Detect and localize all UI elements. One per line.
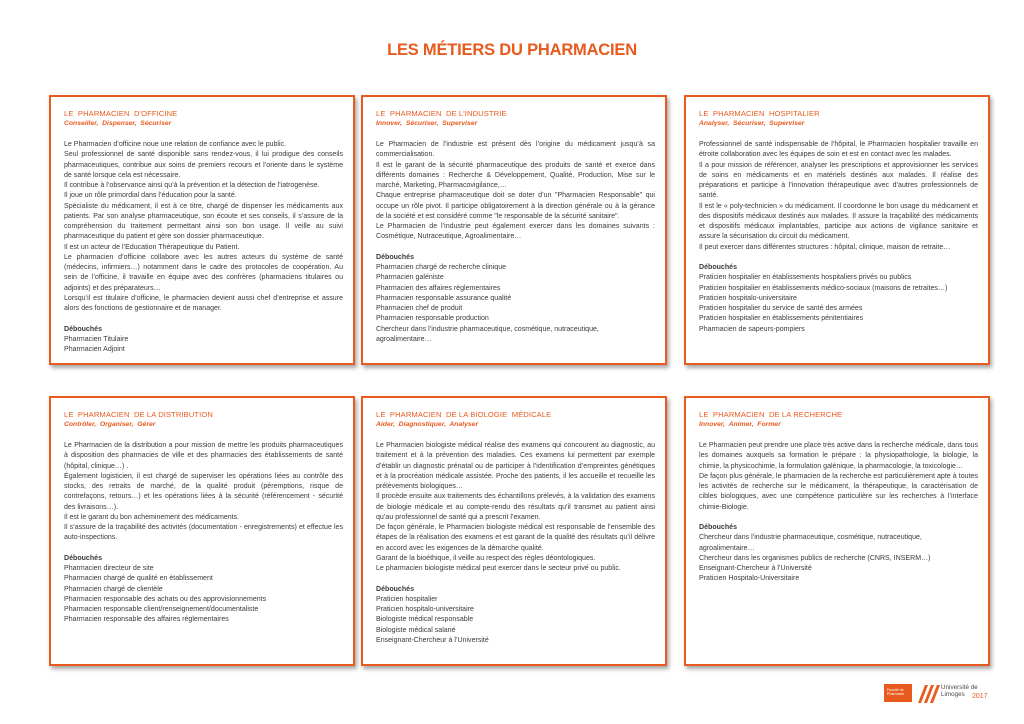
description-line: Chaque entreprise pharmaceutique doit se doter d’un "Pharmacien Responsable" qui occupe un rôle pivot. Il participe obligatoirement à la direction générale ou à la gérance de la société et est considéré comme "le responsable de la sécurité sanitaire". (376, 192, 655, 220)
description-line: Lorsqu’il est titulaire d’officine, le pharmacien devient aussi chef d’entreprise et assure alors des fonctions de gestionnaire et de manager. (64, 294, 343, 312)
description-line: Également logisticien, il est chargé de superviser les opérations liées au contrôle des stocks, des retraits de marché, de la qualité produit (péremptions, risque de contrefaçons, retours…) et les opérations liées à la sécurité (référencement - sécurité des livraisons…). (64, 472, 343, 511)
university-mark-icon (915, 683, 941, 705)
debouche-item: Pharmacien responsable production (376, 315, 489, 323)
debouche-item: Chercheur dans l’industrie pharmaceutique, cosmétique, nutraceutique, agroalimentaire… (699, 534, 922, 552)
debouche-item: Pharmacien galéniste (376, 274, 444, 282)
card-subtitle: Aider, Diagnostiquer, Analyser (376, 421, 479, 428)
debouche-item: Praticien hospitalier en établissements médico-sociaux (maisons de retraites…) (699, 284, 948, 292)
debouche-item: Enseignant-Chercheur à l’Université (699, 565, 812, 572)
description-line: Il peut exercer dans différentes structures : hôpital, clinique, maison de retraite… (699, 243, 951, 251)
debouche-item: Praticien hospitalo-universitaire (699, 294, 797, 302)
debouches-heading: Débouchés (699, 264, 737, 271)
debouche-item: Pharmacien responsable des achats ou des approvisionnements (64, 595, 267, 603)
card-subtitle: Analyser, Sécuriser, Superviser (699, 120, 805, 127)
card-description (699, 441, 978, 513)
debouches-list (64, 564, 343, 626)
description-line: Il procède ensuite aux traitements des échantillons prélevés, à la validation des examens de biologie médicale et au compte-rendu des résultats qu’il transmet au patient ainsi qu’au professionnel de santé qui a prescrit l’examen. (376, 493, 655, 521)
debouche-item: Praticien hospitalo-universitaire (376, 606, 474, 613)
debouche-item: Biologiste médical salarié (376, 626, 456, 634)
debouche-item: Pharmacien responsable des affaires réglementaires (64, 616, 229, 624)
description-line: Il est le garant du bon acheminement des médicaments. (64, 513, 240, 521)
description-line: Le Pharmacien de l’industrie peut également exercer dans les domaines suivants : Cosmétique, Nutraceutique, Agroalimentaire… (376, 223, 655, 241)
card-title: LE PHARMACIEN DE LA BIOLOGIE MÉDICALE (376, 410, 552, 419)
description-line: Le Pharmacien peut prendre une place très active dans la recherche médicale, dans tous les domaines auxquels sa formation le prépare : la physiopathologie, la biologie, la chimie, la physicochimie, la formulation galénique, la pharmacologie, la toxicologie… (699, 442, 978, 470)
card-pharmacien-distribution (49, 396, 355, 666)
card-description (376, 140, 655, 243)
page-title: LES MÉTIERS DU PHARMACIEN (387, 41, 637, 59)
card-pharmacien-biologie (361, 396, 667, 666)
card-subtitle: Conseiller, Dispenser, Sécuriser (64, 120, 172, 127)
debouches-list (376, 595, 655, 646)
debouche-item: Pharmacien de sapeurs-pompiers (699, 325, 805, 333)
debouches-heading: Débouchés (376, 585, 414, 593)
description-line: Garant de la bioéthique, il veille au respect des règles déontologiques. (376, 554, 596, 562)
debouches-heading: Débouchés (699, 524, 737, 531)
year-label: 2017 (972, 693, 988, 700)
debouches-heading: Débouchés (64, 325, 102, 333)
description-line: Le Pharmacien d’officine noue une relation de confiance avec le public. (64, 141, 286, 148)
card-title: LE PHARMACIEN DE L'INDUSTRIE (376, 109, 507, 118)
description-line: Il a pour mission de référencer, analyser les prescriptions et approvisionner les services de soins en médicaments et en matériels destinés aux malades. Il réalise des préparations et participe à l’innovation thérapeutique avec d’autres professionnels de santé. (699, 161, 978, 200)
description-line: Le pharmacien biologiste médical peut exercer dans le secteur privé ou public. (376, 565, 621, 572)
debouche-item: Chercheur dans l’industrie pharmaceutique, cosmétique, nutraceutique, agroalimentaire… (376, 325, 599, 343)
description-line: De façon plus générale, le pharmacien de la recherche est particulièrement apte à toutes les activités de recherche sur le médicament, la thérapeutique, la caractérisation de cibles biologiques, avec une compétence particulière sur les recherches à l’interface chimie-Biologie. (699, 472, 978, 511)
debouche-item: Pharmacien chargé de clientèle (64, 585, 163, 593)
card-subtitle: Innover, Sécuriser, Superviser (376, 120, 478, 127)
card-pharmacien-hospitalier (684, 95, 990, 365)
debouche-item: Pharmacien directeur de site (64, 565, 154, 572)
card-title: LE PHARMACIEN DE LA DISTRIBUTION (64, 410, 213, 419)
card-pharmacien-officine (49, 95, 355, 365)
faculty-logo: Faculté de Pharmacie (884, 684, 912, 702)
debouches-heading: Débouchés (64, 554, 102, 562)
debouche-item: Pharmacien chargé de recherche clinique (376, 264, 507, 271)
footer-logos (884, 683, 1004, 705)
card-pharmacien-recherche (684, 396, 990, 666)
debouche-item: Praticien hospitalier du service de santé des armées (699, 305, 863, 312)
card-description (64, 441, 343, 544)
debouche-item: Pharmacien chargé de qualité en établissement (64, 575, 213, 583)
card-title: LE PHARMACIEN DE LA RECHERCHE (699, 410, 843, 419)
description-line: De façon générale, le Pharmacien biologiste médical est responsable de l’ensemble des étapes de la réalisation des examens et est garant de la qualité des résultats qu’il délivre en accord avec les exigences de la démarche qualité. (376, 524, 655, 552)
description-line: Il est un acteur de l’Education Thérapeutique du Patient. (64, 243, 240, 251)
debouche-item: Pharmacien Adjoint (64, 346, 125, 353)
description-line: Seul professionnel de santé disponible sans rendez-vous, il lui prodigue des conseils pharmaceutiques, contribue aux soins de premiers recours et l’oriente dans le système de santé lorsque cela est nécessaire. (64, 151, 343, 179)
debouches-list (64, 335, 343, 356)
debouche-item: Enseignant-Chercheur à l’Université (376, 636, 489, 644)
description-line: Il s’assure de la traçabilité des activités (documentation - enregistrements) et effectue les auto-inspections. (64, 524, 343, 542)
debouche-item: Praticien hospitalier en établissements hospitaliers privés ou publics (699, 274, 912, 282)
debouche-item: Praticien hospitalier en établissements pénitentiaires (699, 315, 864, 323)
card-description (376, 441, 655, 574)
description-line: Spécialiste du médicament, il est à ce titre, chargé de dispenser les médicaments aux patients. Par son analyse pharmaceutique, son écoute et ses conseils, il s’assure de la compréhension du traitement permettant ainsi son bon usage. Il veille au suivi pharmaceutique du patient et gère son dossier pharmaceutique. (64, 202, 343, 241)
description-line: Il contribue à l’observance ainsi qu’à la prévention et la détection de l’iatrogenèse. (64, 182, 320, 189)
university-name: Université de Limoges (941, 684, 978, 698)
description-line: Le pharmacien d’officine collabore avec les autres acteurs du système de santé (médecins, infirmiers…) notamment dans le cadre des protocoles de coopération. Au sein de l’officine, il travaille en équipe avec des confrères (pharmaciens titulaires ou adjoints) et des préparateurs… (64, 253, 343, 292)
debouche-item: Pharmacien chef de produit (376, 305, 463, 312)
debouche-item: Praticien hospitalier (376, 595, 438, 603)
debouches-list (699, 533, 978, 584)
card-title: LE PHARMACIEN HOSPITALIER (699, 109, 820, 118)
debouche-item: Praticien Hospitalo-Universitaire (699, 575, 800, 583)
debouche-item: Pharmacien Titulaire (64, 335, 129, 343)
description-line: Il est le garant de la sécurité pharmaceutique des produits de santé et exerce dans différents domaines : Recherche & Développement, Qualité, Production, Mise sur le marché, Marketing, Pharmacovigilance,… (376, 161, 655, 189)
card-title: LE PHARMACIEN D'OFFICINE (64, 109, 178, 118)
debouches-list (376, 263, 655, 345)
debouches-heading: Débouchés (376, 253, 414, 261)
card-description (64, 140, 343, 314)
description-line: Professionnel de santé indispensable de l’hôpital, le Pharmacien hospitalier travaille en étroite collaboration avec les équipes de soin et est en contact avec les malades. (699, 141, 978, 159)
card-pharmacien-industrie (361, 95, 667, 365)
description-line: Le Pharmacien de la distribution a pour mission de mettre les produits pharmaceutiques à disposition des pharmacies de ville et des pharmacies des établissements de santé (hôpital, clinique…) . (64, 442, 343, 470)
card-description (699, 140, 978, 253)
description-line: Le Pharmacien biologiste médical réalise des examens qui concourent au diagnostic, au traitement et à la prévention des maladies. Ces examens lui permettent par exemple d’établir un diagnostic prénatal ou de participer à l’identification d’empreintes génétiques et à la procréation médicale assistée. Proche des patients, il les accueille et recueille les prélèvements biologiques… (376, 442, 655, 490)
debouche-item: Pharmacien responsable client/renseignement/documentaliste (64, 606, 259, 613)
card-subtitle: Innover, Animer, Former (699, 421, 781, 428)
description-line: Le Pharmacien de l’industrie est présent dès l’origine du médicament jusqu’à sa commercialisation. (376, 141, 655, 159)
debouches-list (699, 273, 978, 335)
description-line: Il est le « poly-technicien » du médicament. Il coordonne le bon usage du médicament et des dispositifs médicaux destinés aux malades. Il assure la traçabilité des médicaments et dispositifs médicaux implantables, participe aux actions de vigilance sanitaire et assure la sécurisation du circuit du médicament. (699, 202, 978, 241)
debouche-item: Pharmacien des affaires réglementaires (376, 284, 501, 292)
debouche-item: Chercheur dans les organismes publics de recherche (CNRS, INSERM…) (699, 554, 931, 562)
debouche-item: Biologiste médical responsable (376, 616, 474, 624)
debouche-item: Pharmacien responsable assurance qualité (376, 294, 512, 302)
card-subtitle: Contrôler, Organiser, Gérer (64, 421, 156, 428)
description-line: Il joue un rôle primordial dans l’éducation pour la santé. (64, 192, 237, 200)
